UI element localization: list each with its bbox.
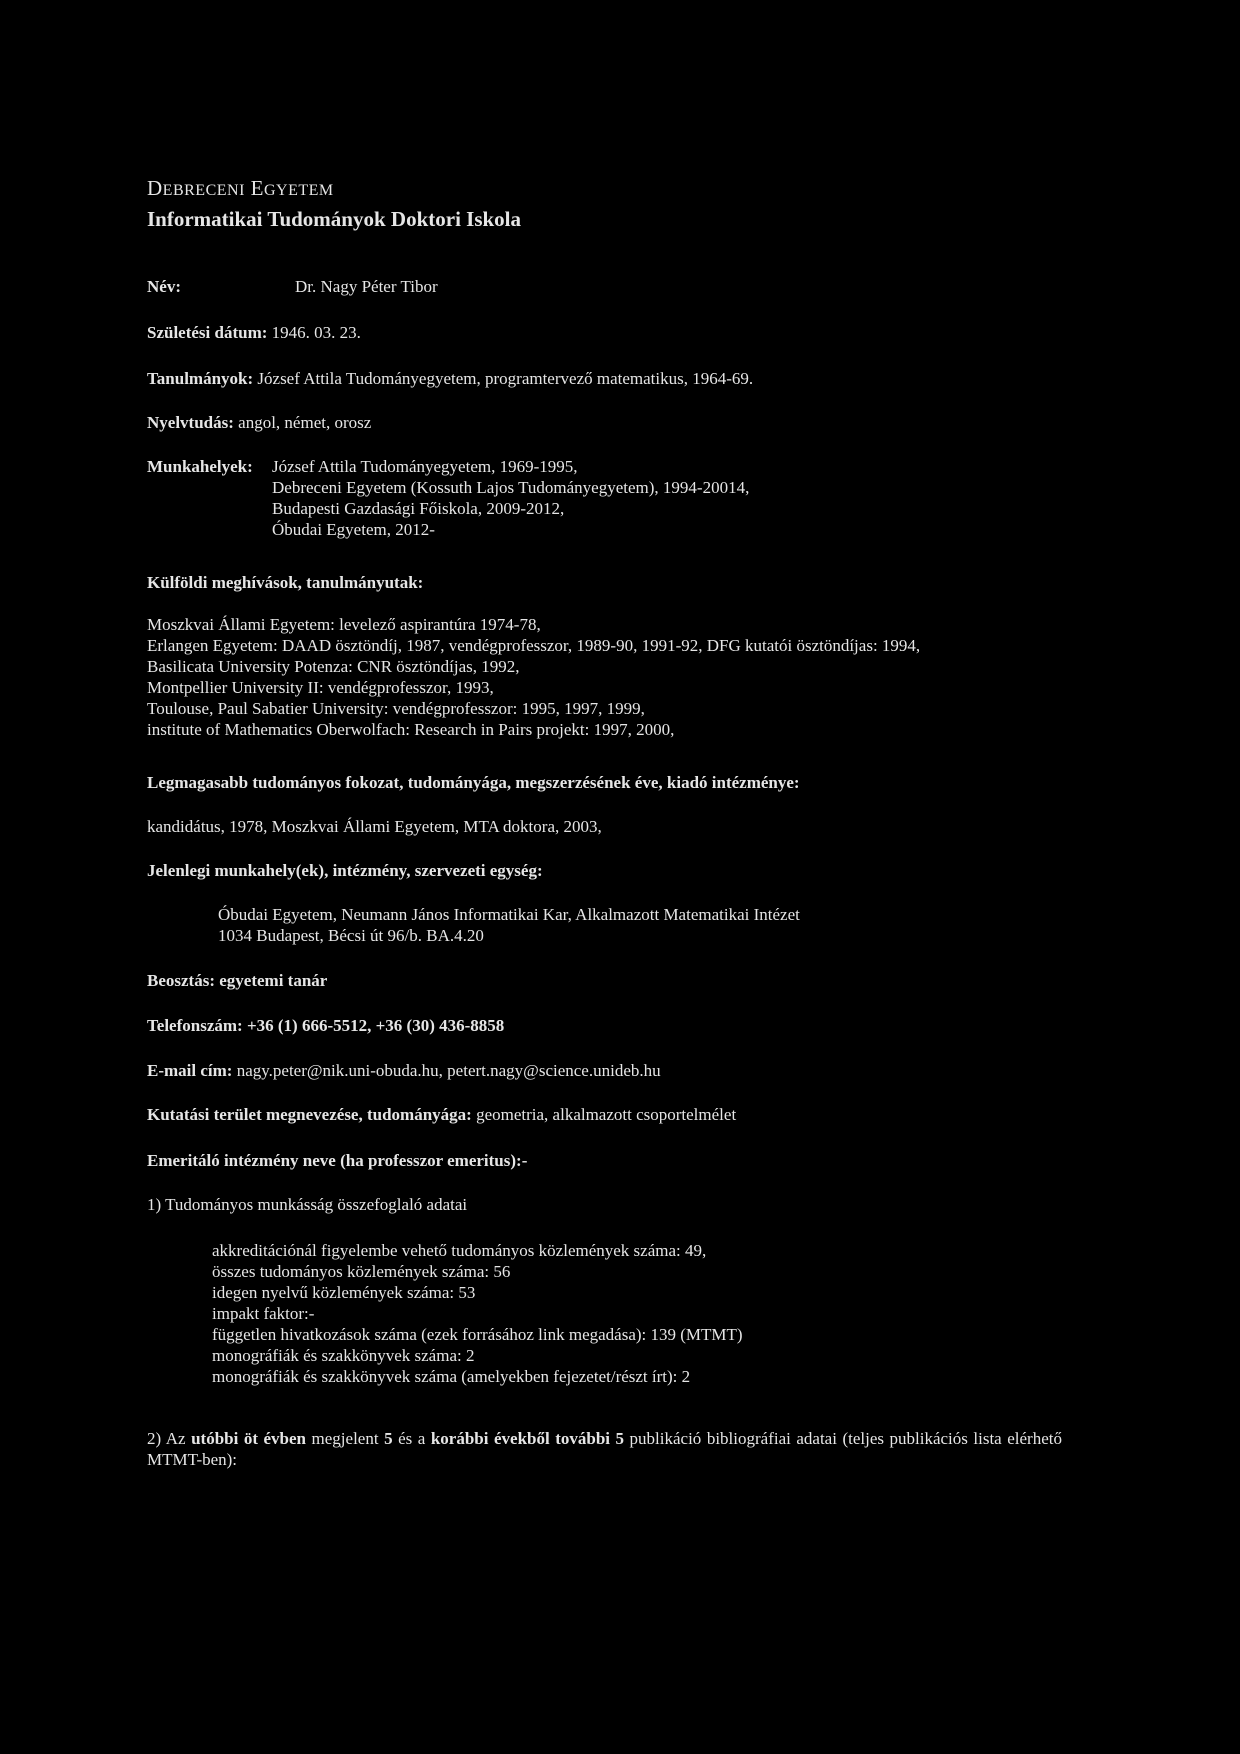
pub-bold-1: utóbbi öt évben [191, 1429, 307, 1448]
pub-text-1: 2) Az [147, 1429, 192, 1448]
abroad-item: Moszkvai Állami Egyetem: levelező aspirantúra 1974-78, [147, 615, 541, 634]
research-row [147, 1104, 736, 1125]
workplaces-label: Munkahelyek: [147, 457, 253, 476]
degree-value: kandidátus, 1978, Moszkvai Állami Egyetem, MTA doktora, 2003, [147, 817, 602, 836]
abroad-item: Erlangen Egyetem: DAAD ösztöndíj, 1987, vendégprofesszor, 1989-90, 1991-92, DFG kutatói ösztöndíjas: 1994, [147, 636, 921, 655]
birth-label: Születési dátum: [147, 323, 268, 342]
languages-label: Nyelvtudás: [147, 413, 234, 432]
uni-word2-rest: GYETEM [263, 182, 334, 199]
abroad-item: Toulouse, Paul Sabatier University: vendégprofesszor: 1995, 1997, 1999, [147, 699, 645, 718]
publications-paragraph [147, 1428, 1062, 1470]
summary-list [212, 1240, 743, 1387]
summary-item: összes tudományos közlemények száma: 56 [212, 1262, 511, 1281]
name-label: Név: [147, 277, 181, 296]
research-label: Kutatási terület megnevezése, tudományága: [147, 1105, 472, 1124]
emeritus-label: Emeritáló intézmény neve (ha professzor emeritus):- [147, 1151, 528, 1170]
pub-text-4: publikáció bibliográfiai adatai (teljes publikációs lista elérhető MTMT-ben): [147, 1429, 1062, 1469]
position-label: Beosztás: [147, 971, 215, 990]
abroad-item: institute of Mathematics Oberwolfach: Research in Pairs projekt: 1997, 2000, [147, 720, 675, 739]
uni-word1-rest: EBRECENI [162, 182, 245, 199]
summary-item: monográfiák és szakkönyvek száma (amelyekben fejezetet/részt írt): 2 [212, 1367, 691, 1386]
abroad-list [147, 614, 920, 740]
summary-item: idegen nyelvű közlemények száma: 53 [212, 1283, 476, 1302]
languages-row [147, 412, 371, 433]
current-label: Jelenlegi munkahely(ek), intézmény, szervezeti egység: [147, 861, 543, 880]
university-name [147, 178, 334, 201]
birth-row [147, 322, 361, 343]
position-row [147, 970, 327, 991]
research-value: geometria, alkalmazott csoportelmélet [476, 1105, 737, 1124]
phone-label: Telefonszám: [147, 1016, 243, 1035]
summary-title: 1) Tudományos munkásság összefoglaló adatai [147, 1195, 468, 1214]
pub-text-3: és a [392, 1429, 431, 1448]
workplaces-list [272, 456, 749, 540]
current-line1: Óbudai Egyetem, Neumann János Informatikai Kar, Alkalmazott Matematikai Intézet [218, 905, 800, 924]
uni-word1-cap: D [147, 176, 163, 200]
workplace-item: Debreceni Egyetem (Kossuth Lajos Tudományegyetem), 1994-20014, [272, 478, 750, 497]
summary-item: független hivatkozások száma (ezek forrásához link megadása): 139 (MTMT) [212, 1325, 743, 1344]
current-address [218, 904, 800, 946]
summary-item: monográfiák és szakkönyvek száma: 2 [212, 1346, 475, 1365]
summary-item: akkreditációnál figyelembe vehető tudományos közlemények száma: 49, [212, 1241, 707, 1260]
studies-row [147, 368, 753, 389]
school-name: Informatikai Tudományok Doktori Iskola [147, 207, 522, 231]
summary-item: impakt faktor:- [212, 1304, 315, 1323]
birth-value: 1946. 03. 23. [271, 323, 361, 342]
pub-text-2: megjelent [306, 1429, 385, 1448]
languages-value: angol, német, orosz [238, 413, 372, 432]
email-label: E-mail cím: [147, 1061, 233, 1080]
studies-label: Tanulmányok: [147, 369, 254, 388]
workplace-item: Óbudai Egyetem, 2012- [272, 520, 435, 539]
pub-bold-2: 5 [384, 1429, 393, 1448]
pub-bold-3: korábbi évekből további 5 [430, 1429, 625, 1448]
current-line2: 1034 Budapest, Bécsi út 96/b. BA.4.20 [218, 926, 484, 945]
workplace-item: József Attila Tudományegyetem, 1969-1995, [272, 457, 578, 476]
workplace-item: Budapesti Gazdasági Főiskola, 2009-2012, [272, 499, 565, 518]
email-value: nagy.peter@nik.uni-obuda.hu, petert.nagy@science.unideb.hu [236, 1061, 661, 1080]
abroad-item: Montpellier University II: vendégprofesszor, 1993, [147, 678, 494, 697]
phone-row [147, 1015, 504, 1036]
name-value: Dr. Nagy Péter Tibor [295, 277, 438, 296]
studies-value: József Attila Tudományegyetem, programtervező matematikus, 1964-69. [257, 369, 754, 388]
abroad-label: Külföldi meghívások, tanulmányutak: [147, 573, 424, 592]
phone-value: +36 (1) 666-5512, +36 (30) 436-8858 [246, 1016, 505, 1035]
position-value: egyetemi tanár [219, 971, 328, 990]
degree-label: Legmagasabb tudományos fokozat, tudományága, megszerzésének éve, kiadó intézménye: [147, 773, 800, 792]
abroad-item: Basilicata University Potenza: CNR ösztöndíjas, 1992, [147, 657, 520, 676]
uni-word2-cap: E [250, 176, 264, 200]
email-row [147, 1060, 661, 1081]
